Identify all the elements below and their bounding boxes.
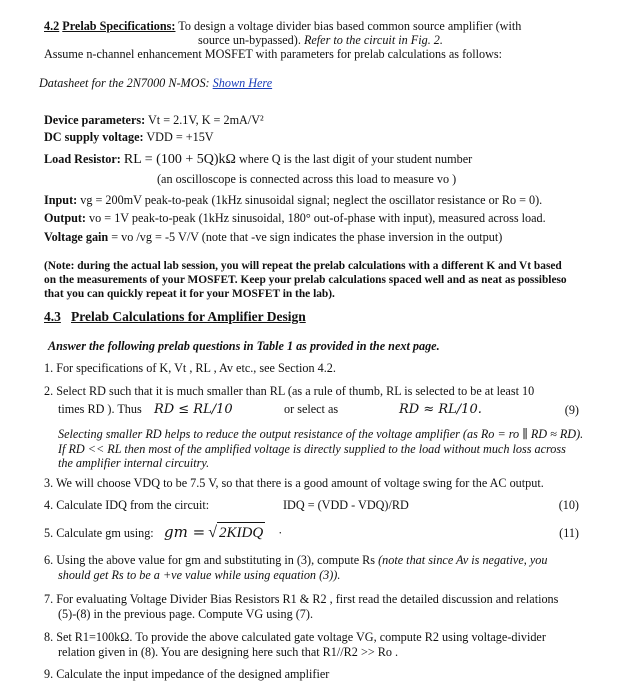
sec43-heading — [44, 309, 306, 324]
item-9: 9. Calculate the input impedance of the designed amplifier — [44, 667, 330, 681]
datasheet-line — [39, 76, 272, 91]
load-note2: (an oscilloscope is connected across this load to measure vo ) — [157, 172, 457, 186]
sec42-title: Prelab Specifications: — [62, 19, 176, 33]
device-label: Device parameters: — [44, 113, 146, 127]
item-6a — [44, 553, 547, 568]
item-6c: should get Rs to be a +ve value while using equation (3)). — [58, 568, 341, 582]
input-value: vg = 200mV peak-to-peak (1kHz sinusoidal signal; neglect the oscillator resistance or Ro = 0). — [80, 193, 543, 207]
item-2-note2: If RD << RL then most of the amplified voltage is directly supplied to the load without much loss across — [58, 442, 566, 456]
item-2a: 2. Select RD such that it is much smaller than RL (as a rule of thumb, RL is selected to be at least 10 — [44, 384, 535, 398]
sec43-number: 4.3 — [44, 309, 61, 324]
item-7b: (5)-(8) in the previous page. Compute VG using (7). — [58, 607, 313, 621]
item-2b — [58, 402, 233, 417]
supply-params — [44, 130, 214, 145]
item-7a: 7. For evaluating Voltage Divider Bias Resistors R1 & R2 , first read the detailed discussion and relations — [44, 592, 559, 606]
eq-number-9: (9) — [564, 403, 579, 417]
sec43-instruction: Answer the following prelab questions in Table 1 as provided in the next page. — [48, 339, 440, 353]
eq-number-10: (10) — [558, 498, 579, 512]
sec43-title: Prelab Calculations for Amplifier Design — [71, 309, 306, 324]
output-value: vo = 1V peak-to-peak (1kHz sinusoidal, 180° out-of-phase with input), measured across load. — [89, 211, 546, 225]
item-5-eq-lhs: gm = — [164, 523, 206, 541]
load-params — [44, 152, 472, 167]
item-2-note3: the amplifier internal circuitry. — [58, 456, 210, 470]
eq-number-11: (11) — [559, 526, 579, 540]
item-3: 3. We will choose VDQ to be 7.5 V, so that there is a good amount of voltage swing for the AC output. — [44, 476, 544, 490]
item-4: 4. Calculate IDQ from the circuit: — [44, 498, 210, 512]
supply-label: DC supply voltage: — [44, 130, 144, 144]
item-2-eq2: RD ≈ RL/10. — [399, 402, 482, 417]
gain-value: = vo /vg = -5 V/V (note that -ve sign indicates the phase inversion in the output) — [111, 230, 503, 244]
item-5-dot: · — [278, 526, 283, 540]
load-value: RL = (100 + 5Q)kΩ — [123, 152, 236, 167]
device-value: Vt = 2.1V, K = 2mA/V² — [148, 113, 264, 127]
gain-params — [44, 230, 502, 245]
item-6b-text: (note that since Av is negative, you — [378, 553, 548, 567]
item-1: 1. For specifications of K, Vt , RL , Av etc., see Section 4.2. — [44, 361, 336, 375]
note-line3: that you can quickly repeat it for your MOSFET in the lab). — [44, 288, 335, 300]
note-line2: on the measurements of your MOSFET. Keep your prelab calculations spaced well and as neat as possibleso — [44, 274, 567, 286]
datasheet-label: Datasheet for the 2N7000 N-MOS: — [39, 76, 210, 90]
item-5-eq — [164, 522, 282, 543]
output-params — [44, 211, 546, 226]
sqrt-icon: √ — [208, 524, 217, 541]
item-8a: 8. Set R1=100kΩ. To provide the above calculated gate voltage VG, compute R2 using voltage-divider — [44, 630, 546, 644]
item-2-note1: Selecting smaller RD helps to reduce the output resistance of the voltage amplifier (as Ro = ro ∥ RD ≈ RD). — [58, 427, 584, 441]
item-4-eq: IDQ = (VDD - VDQ)/RD — [283, 498, 409, 512]
item-2b-text: times RD ). Thus — [58, 402, 142, 416]
sec42-number: 4.2 — [44, 19, 60, 33]
supply-value: VDD = +15V — [146, 130, 214, 144]
item-8b: relation given in (8). You are designing here such that R1//R2 >> Ro . — [58, 645, 399, 659]
item-2-eq1: RD ≤ RL/10 — [153, 402, 233, 417]
item-2-or: or select as — [284, 402, 339, 416]
gain-label: Voltage gain — [44, 230, 109, 244]
load-label: Load Resistor: — [44, 152, 121, 166]
input-label: Input: — [44, 193, 78, 207]
item-5-eq-radicand: 2KIDQ — [217, 522, 265, 543]
item-6a-text: 6. Using the above value for gm and substituting in (3), compute Rs — [44, 553, 376, 567]
sec42-line2 — [198, 33, 443, 48]
sec42-intro-3: Assume n-channel enhancement MOSFET with parameters for prelab calculations as follows: — [44, 47, 503, 61]
sec42-intro-2b: Refer to the circuit in Fig. 2. — [303, 33, 443, 47]
load-note: where Q is the last digit of your student number — [238, 152, 473, 166]
datasheet-link[interactable]: Shown Here — [212, 76, 273, 90]
note-line1: (Note: during the actual lab session, you will repeat the prelab calculations with a different K and Vt based — [44, 260, 562, 272]
input-params — [44, 193, 542, 208]
sec42-intro-2a: source un-bypassed). — [198, 33, 301, 47]
sec42-line1 — [44, 19, 521, 34]
device-params — [44, 113, 264, 128]
item-5: 5. Calculate gm using: — [44, 526, 154, 540]
sec42-intro-1: To design a voltage divider bias based common source amplifier (with — [178, 19, 522, 33]
output-label: Output: — [44, 211, 86, 225]
